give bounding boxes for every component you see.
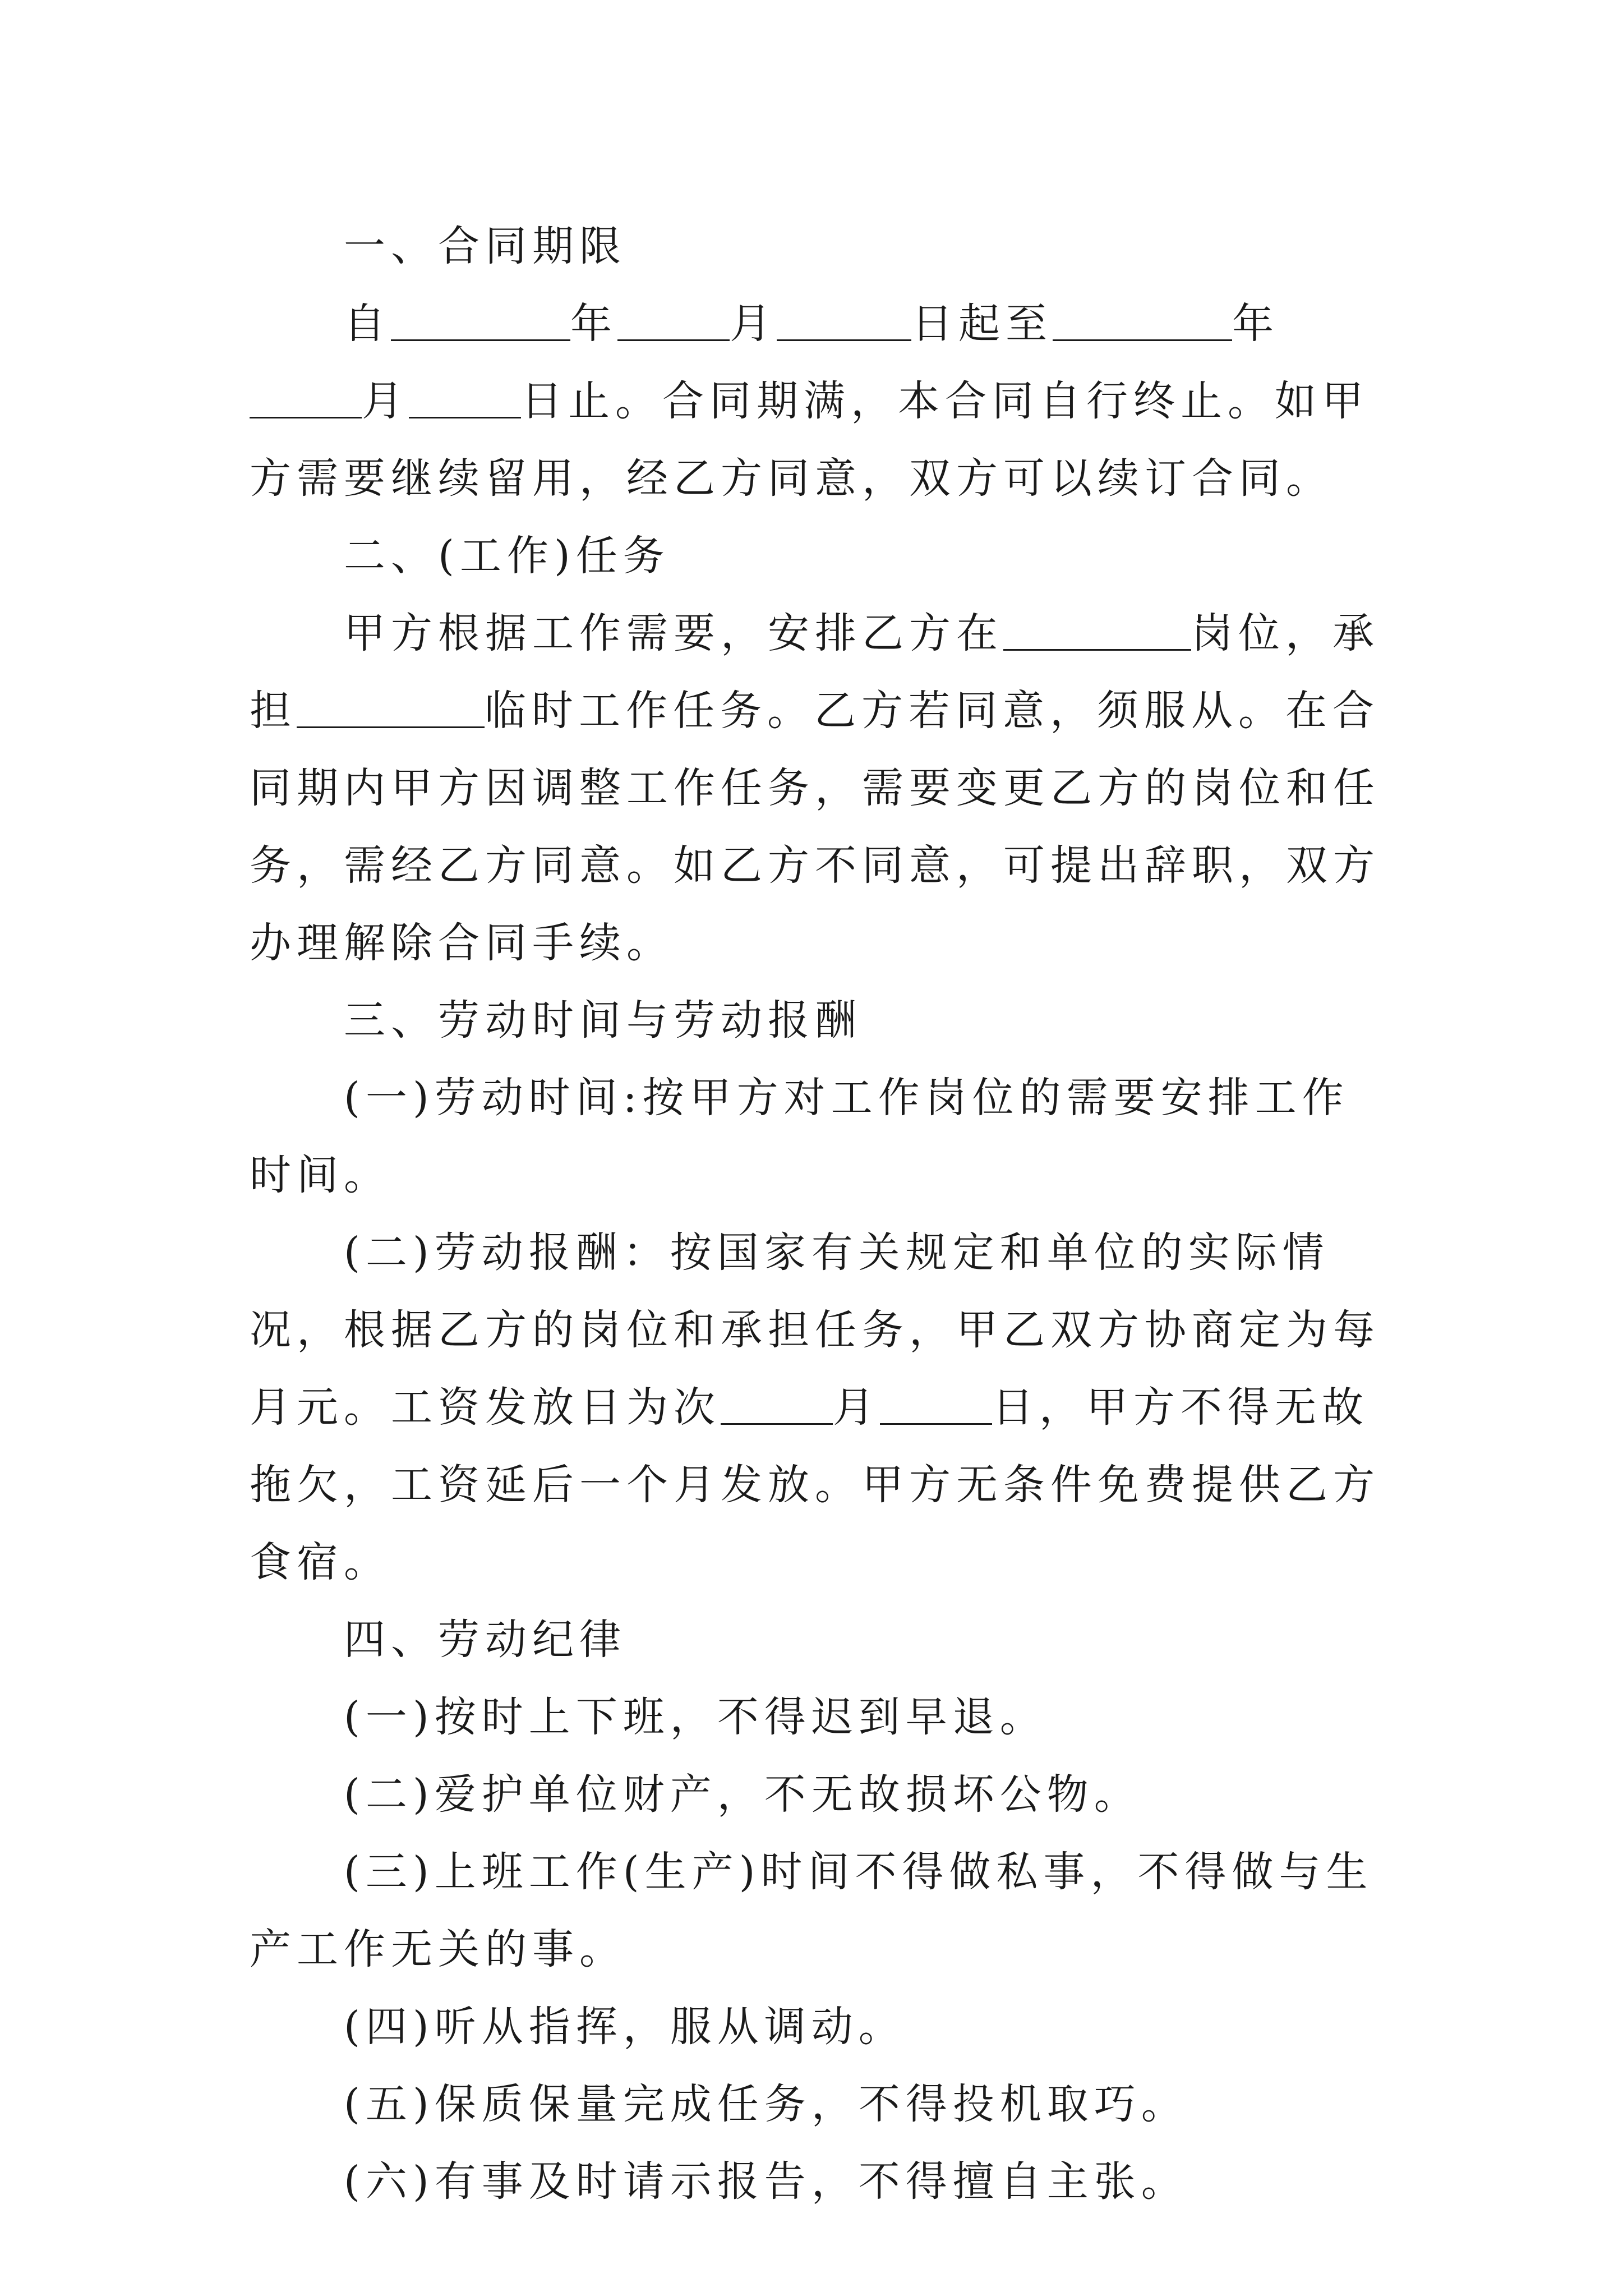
section-4-heading: 四、劳动纪律 [344, 1616, 626, 1664]
text: 年 [570, 300, 617, 348]
text: 甲方根据工作需要，安排乙方在 [344, 609, 1003, 657]
blank-pay-day [880, 1382, 992, 1425]
blank-end-month [250, 375, 362, 418]
blank-end-year [1053, 298, 1232, 341]
blank-start-year [391, 298, 570, 341]
blank-start-month [617, 298, 730, 341]
text: 月 [362, 377, 409, 425]
text: 岗位，承担 [250, 609, 1380, 735]
text: 日起至 [911, 300, 1053, 348]
text: 临时工作任务。乙方若同意，须服从。在合同期内甲方因调整工作任务，需要变更乙方的岗位和任务，需经乙方同意。如乙方不同意，可提出辞职，双方办理解除合同手续。 [250, 687, 1380, 967]
section-1-paragraph [250, 285, 1388, 517]
section-3-item-1: (一)劳动时间:按甲方对工作岗位的需要安排工作时间。 [250, 1074, 1349, 1199]
text: 年 [1232, 300, 1279, 348]
section-3-heading: 三、劳动时间与劳动报酬 [344, 996, 862, 1045]
section-4-item-4: (四)听从指挥，服从调动。 [344, 2003, 906, 2051]
section-4-item-3: (三)上班工作(生产)时间不得做私事，不得做与生产工作无关的事。 [250, 1848, 1373, 1973]
section-2-paragraph [250, 595, 1388, 982]
blank-position [1003, 608, 1191, 651]
text: 月 [730, 300, 777, 348]
text: 日 [521, 377, 568, 425]
text: 止。合同期满，本合同自行终止。如甲方需要继续留用，经乙方同意，双方可以续订合同。 [250, 377, 1369, 503]
document-body [250, 208, 1388, 2220]
blank-start-day [777, 298, 911, 341]
section-4-item-5: (五)保质保量完成任务，不得投机取巧。 [344, 2080, 1188, 2128]
section-1-heading: 一、合同期限 [344, 222, 626, 270]
blank-pay-month [721, 1382, 833, 1425]
section-4-item-2: (二)爱护单位财产，不无故损坏公物。 [344, 1770, 1141, 1819]
section-4-item-6: (六)有事及时请示报告，不得擅自主张。 [344, 2157, 1188, 2206]
text: 月 [833, 1383, 880, 1432]
section-2-heading: 二、(工作)任务 [344, 532, 670, 580]
text: 自 [344, 300, 391, 348]
section-3-item-2 [250, 1214, 1388, 1601]
section-4-item-1: (一)按时上下班，不得迟到早退。 [344, 1693, 1047, 1741]
text: (二)劳动报酬：按国家有关规定和单位的实际情况，根据乙方的岗位和承担任务，甲乙双方协商定为每月元。工资发放日为次 [250, 1228, 1380, 1432]
blank-end-day [409, 375, 521, 418]
blank-task [297, 685, 485, 728]
text: 日，甲方不得无故拖欠，工资延后一个月发放。甲方无条件免费提供乙方食宿。 [250, 1383, 1380, 1586]
